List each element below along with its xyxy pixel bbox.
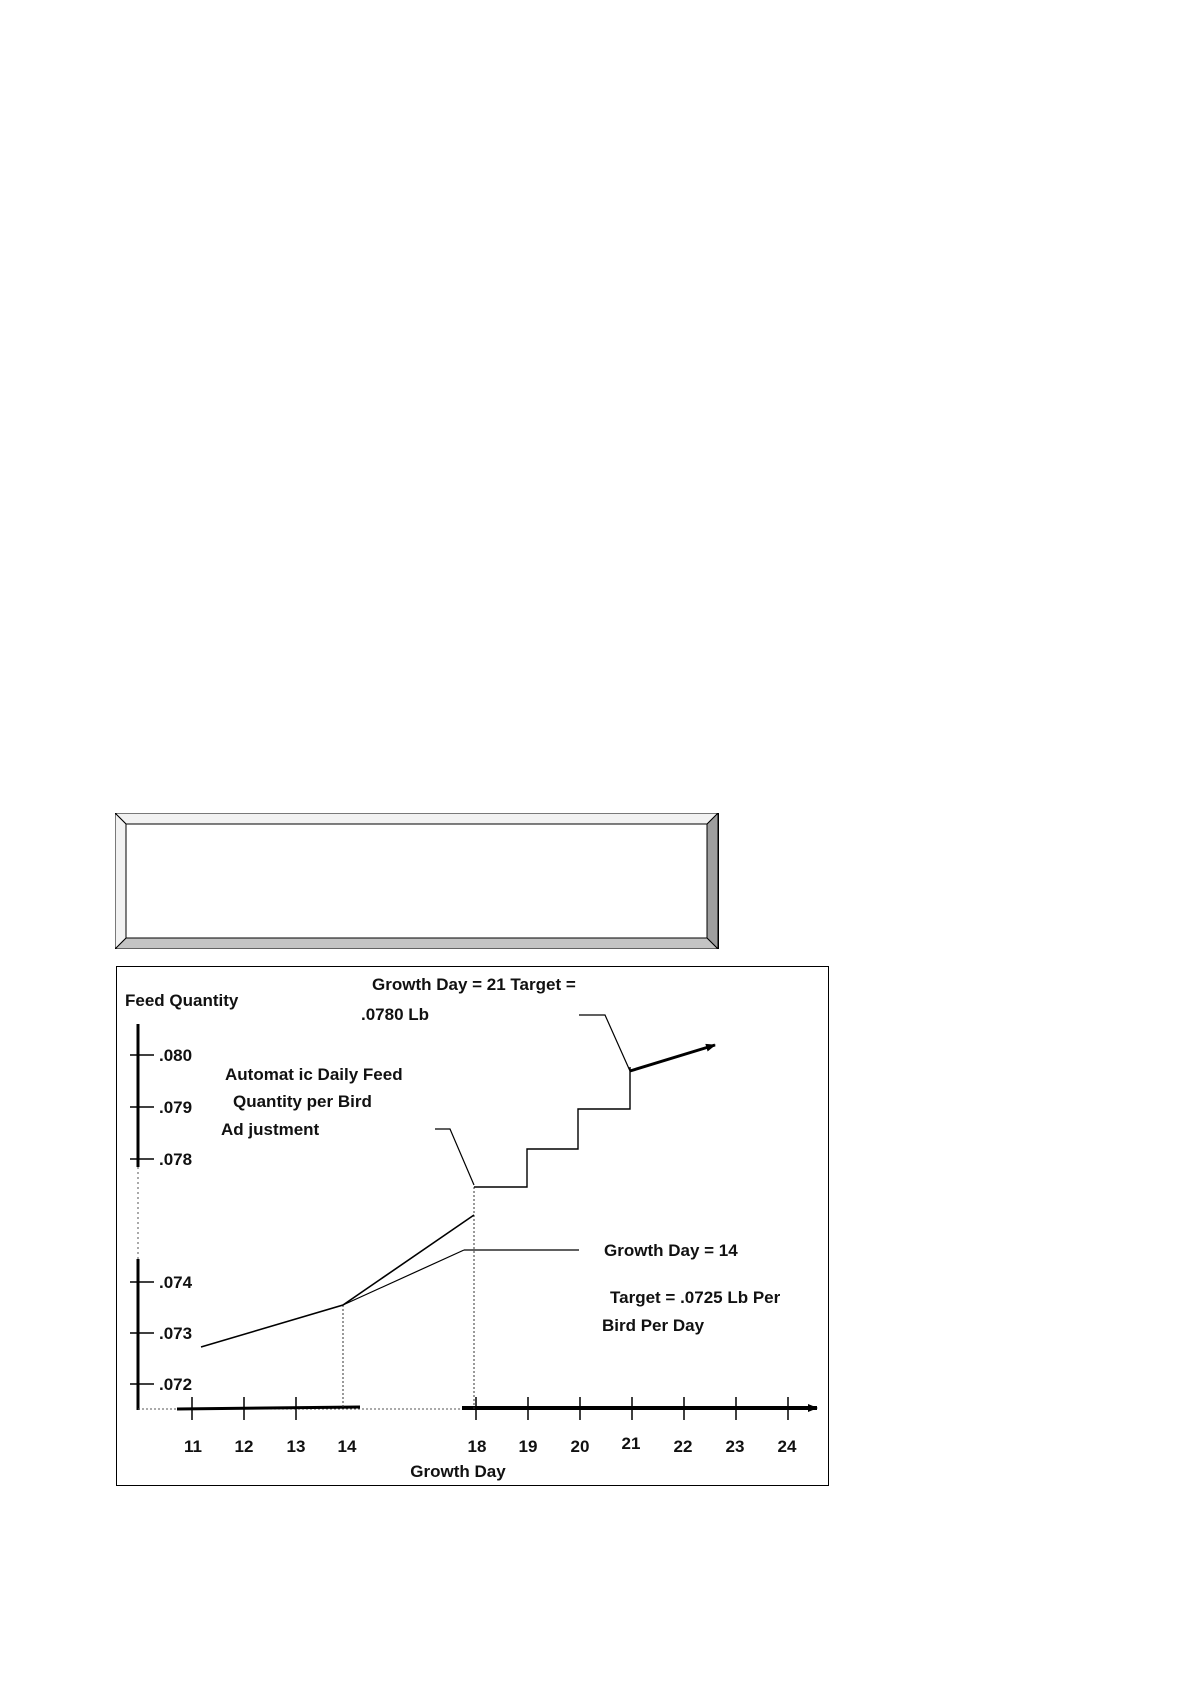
annotation-day21-line1: Growth Day = 21 Target = (372, 975, 576, 994)
feed-line-lower-branch (343, 1250, 464, 1305)
x-tick-label: 12 (234, 1437, 254, 1456)
x-tick-label: 24 (777, 1437, 797, 1456)
x-tick-label: 11 (184, 1437, 202, 1456)
chart-canvas (117, 967, 830, 1487)
annotation-adjustment-line1: Automat ic Daily Feed (225, 1065, 403, 1084)
y-axis-title: Feed Quantity (125, 991, 239, 1010)
y-tick-label: .078 (159, 1150, 193, 1169)
annotation-adjustment-line2: Quantity per Bird (233, 1092, 372, 1111)
y-tick-label: .072 (159, 1375, 193, 1394)
x-tick-label: 19 (518, 1437, 538, 1456)
leader-line-adjustment (435, 1129, 474, 1185)
x-tick-label: 13 (286, 1437, 306, 1456)
leader-line-day21 (579, 1015, 630, 1071)
x-tick-label: 14 (337, 1437, 357, 1456)
feed-staircase (474, 1067, 630, 1187)
y-tick-label: .079 (159, 1098, 193, 1117)
x-tick-label: 22 (673, 1437, 693, 1456)
annotation-day14-line2: Target = .0725 Lb Per (610, 1288, 781, 1307)
y-tick-label: .074 (159, 1273, 193, 1292)
annotation-day14-line3: Bird Per Day (602, 1316, 705, 1335)
feed-chart (116, 966, 829, 1486)
y-tick-label: .073 (159, 1324, 193, 1343)
x-tick-label: 21 (621, 1434, 641, 1453)
annotation-adjustment-line3: Ad justment (221, 1120, 320, 1139)
y-tick-label: .080 (159, 1046, 193, 1065)
x-axis-title: Growth Day (410, 1462, 506, 1481)
beveled-frame (115, 813, 719, 949)
annotation-day14-line1: Growth Day = 14 (604, 1241, 738, 1260)
x-tick-label: 18 (467, 1437, 487, 1456)
feed-line-base (201, 1215, 474, 1347)
x-tick-label: 20 (570, 1437, 590, 1456)
annotation-day21-line2: .0780 Lb (361, 1005, 430, 1024)
x-axis-left-segment (177, 1407, 360, 1409)
feed-trend-arrow (630, 1045, 715, 1071)
x-tick-label: 23 (725, 1437, 745, 1456)
